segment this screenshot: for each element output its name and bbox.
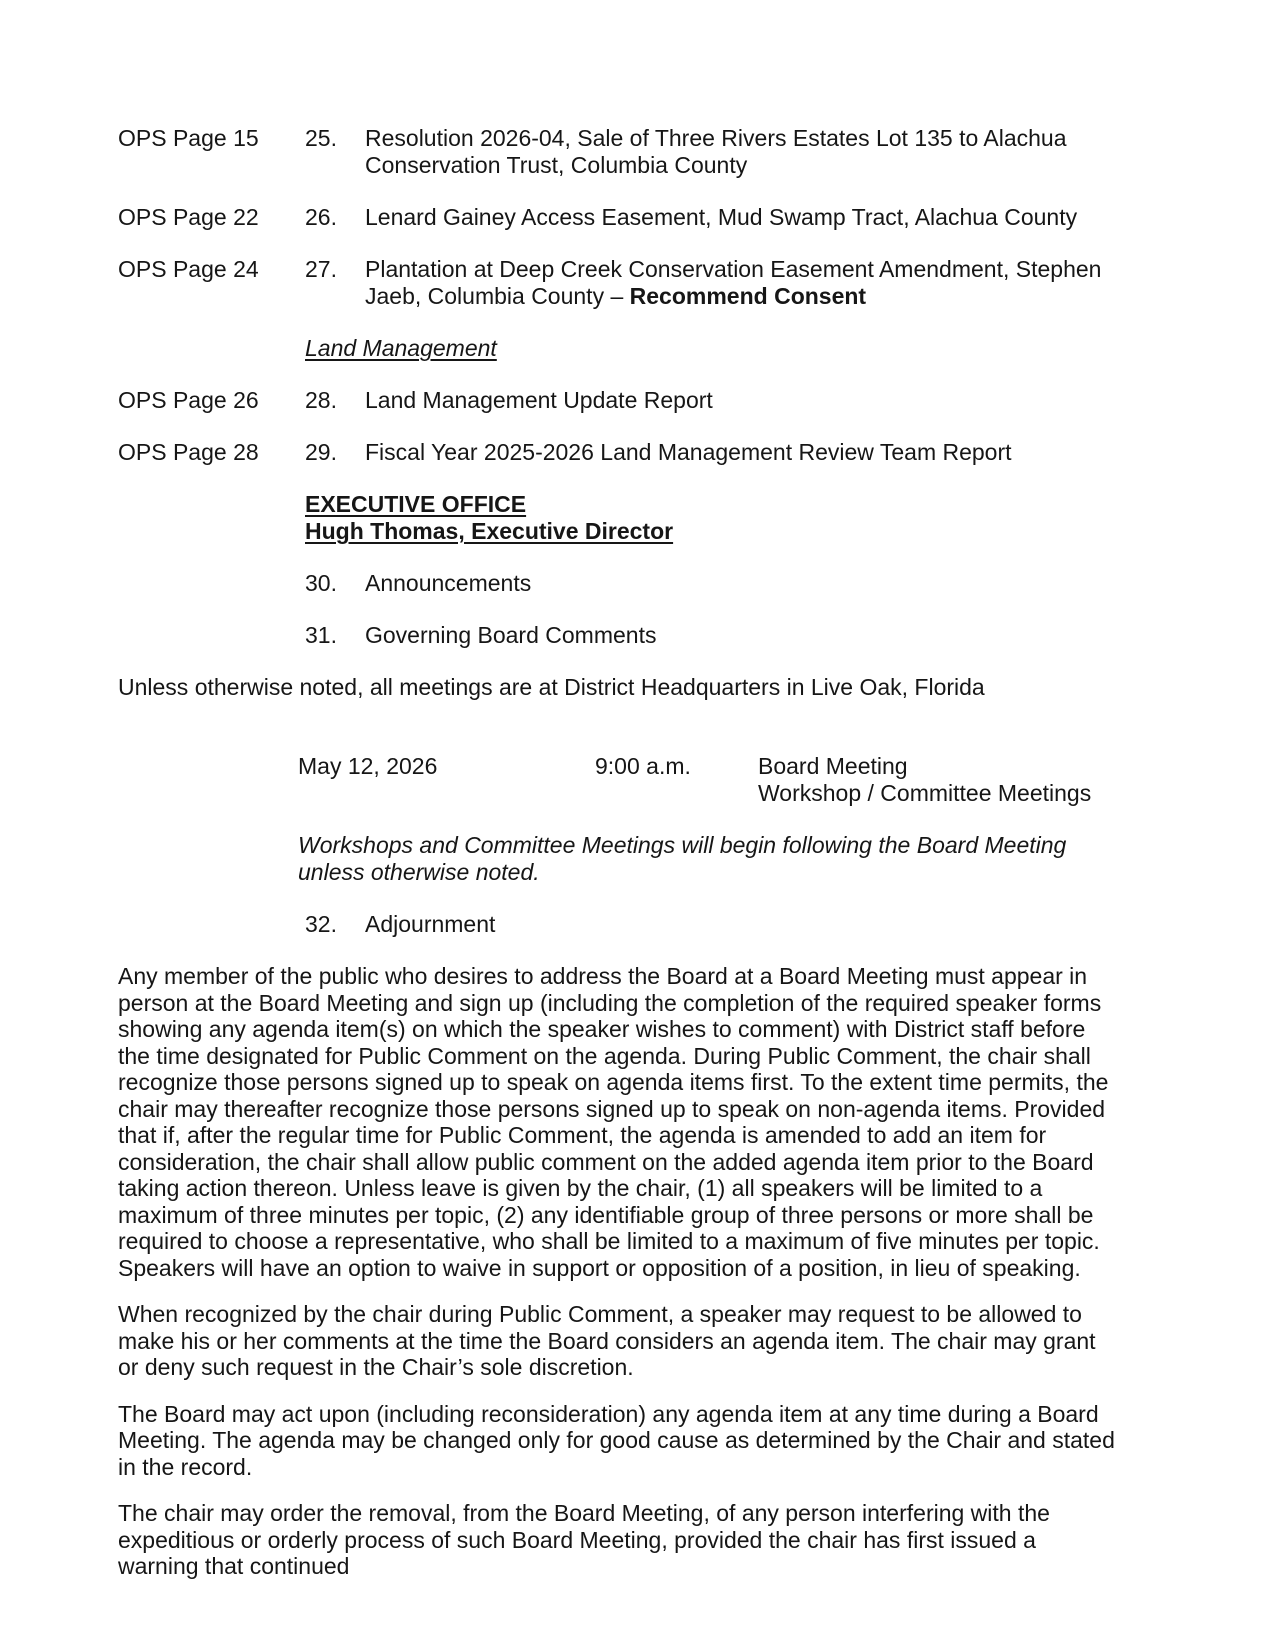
item-number: 32. bbox=[305, 911, 337, 937]
item-number: 29. bbox=[305, 439, 337, 465]
item-text: Announcements bbox=[365, 570, 532, 596]
next-meeting-date: May 12, 2026 bbox=[298, 753, 438, 779]
item-text-normal: Plantation at Deep Creek Conservation Easement Amendment, Stephen Jaeb, Columbia County – bbox=[365, 256, 1102, 309]
agenda-item-row bbox=[118, 570, 1275, 597]
section-heading-text: Land Management bbox=[305, 335, 497, 361]
item-text-bold: Recommend Consent bbox=[629, 283, 867, 309]
ops-page-ref: OPS Page 24 bbox=[118, 256, 259, 282]
item-text: Governing Board Comments bbox=[365, 622, 657, 648]
item-number: 31. bbox=[305, 622, 337, 648]
agenda-item-row bbox=[118, 256, 1275, 310]
next-meeting-event: Board Meeting bbox=[758, 753, 908, 779]
public-comment-rules-paragraph: When recognized by the chair during Public Comment, a speaker may request to be allowed to make his or her comments at the time the Board considers an agenda item. The chair may grant or deny such request in the Chair’s sole discretion. bbox=[118, 1301, 1096, 1380]
section-heading-executive-office bbox=[305, 491, 1275, 545]
public-comment-rules-paragraph: Any member of the public who desires to address the Board at a Board Meeting must appear in person at the Board Meeting and sign up (including the completion of the required speaker forms showing any agenda item(s) on which the speaker wishes to comment) with District staff before the time designated for Public Comment on the agenda. During Public Comment, the chair shall recognize those persons signed up to speak on agenda items first. To the extent time permits, the chair may thereafter recognize those persons signed up to speak on non-agenda items. Provided that if, after the regular time for Public Comment, the agenda is amended to add an item for consideration, the chair shall allow public comment on the added agenda item prior to the Board taking action thereon. Unless leave is given by the chair, (1) all speakers will be limited to a maximum of three minutes per topic, (2) any identifiable group of three persons or more shall be required to choose a representative, who shall be limited to a maximum of five minutes per topic. Speakers will have an option to waive in support or opposition of a position, in lieu of speaking. bbox=[118, 963, 1109, 1281]
workshop-schedule-note: Workshops and Committee Meetings will begin following the Board Meeting unless otherwise noted. bbox=[298, 832, 1067, 885]
item-number: 30. bbox=[305, 570, 337, 596]
public-comment-rules-paragraph: The Board may act upon (including reconsideration) any agenda item at any time during a Board Meeting. The agenda may be changed only for good cause as determined by the Chair and stated in the record. bbox=[118, 1400, 1115, 1480]
item-text bbox=[365, 125, 1115, 179]
item-text: Fiscal Year 2025-2026 Land Management Review Team Report bbox=[365, 439, 1012, 465]
ops-page-ref: OPS Page 28 bbox=[118, 439, 259, 465]
agenda-item-row bbox=[118, 911, 1275, 938]
executive-office-title: EXECUTIVE OFFICE bbox=[305, 491, 527, 517]
item-text bbox=[365, 256, 1115, 310]
item-text bbox=[365, 204, 1115, 231]
next-meeting-events bbox=[758, 753, 1091, 807]
agenda-item-row bbox=[118, 622, 1275, 649]
item-number: 28. bbox=[305, 387, 337, 413]
executive-director-name: Hugh Thomas, Executive Director bbox=[305, 518, 674, 544]
public-comment-rules-paragraph: The chair may order the removal, from the Board Meeting, of any person interfering with the expeditious or orderly process of such Board Meeting, provided the chair has first issued a warning that continued bbox=[118, 1500, 1050, 1579]
agenda-item-row bbox=[118, 125, 1275, 179]
item-text-normal: Resolution 2026-04, Sale of Three Rivers Estates Lot 135 to Alachua Conservation Trust, Columbia County bbox=[365, 125, 1067, 178]
ops-page-ref: OPS Page 26 bbox=[118, 387, 259, 413]
meeting-location-note: Unless otherwise noted, all meetings are at District Headquarters in Live Oak, Florida bbox=[118, 674, 985, 700]
item-text-normal: Lenard Gainey Access Easement, Mud Swamp Tract, Alachua County bbox=[365, 204, 1078, 230]
item-text: Adjournment bbox=[365, 911, 496, 937]
ops-page-ref: OPS Page 22 bbox=[118, 204, 259, 230]
next-meeting-event: Workshop / Committee Meetings bbox=[758, 780, 1092, 806]
item-text: Land Management Update Report bbox=[365, 387, 713, 413]
next-meeting-time: 9:00 a.m. bbox=[595, 753, 691, 779]
item-number: 26. bbox=[305, 204, 337, 230]
ops-page-ref: OPS Page 15 bbox=[118, 125, 259, 151]
section-heading-land-management bbox=[305, 335, 1275, 362]
agenda-item-row bbox=[118, 387, 1275, 414]
agenda-item-row bbox=[118, 439, 1275, 466]
agenda-item-row bbox=[118, 204, 1275, 231]
item-number: 27. bbox=[305, 256, 337, 282]
next-meeting-row bbox=[298, 753, 1275, 807]
item-number: 25. bbox=[305, 125, 337, 151]
